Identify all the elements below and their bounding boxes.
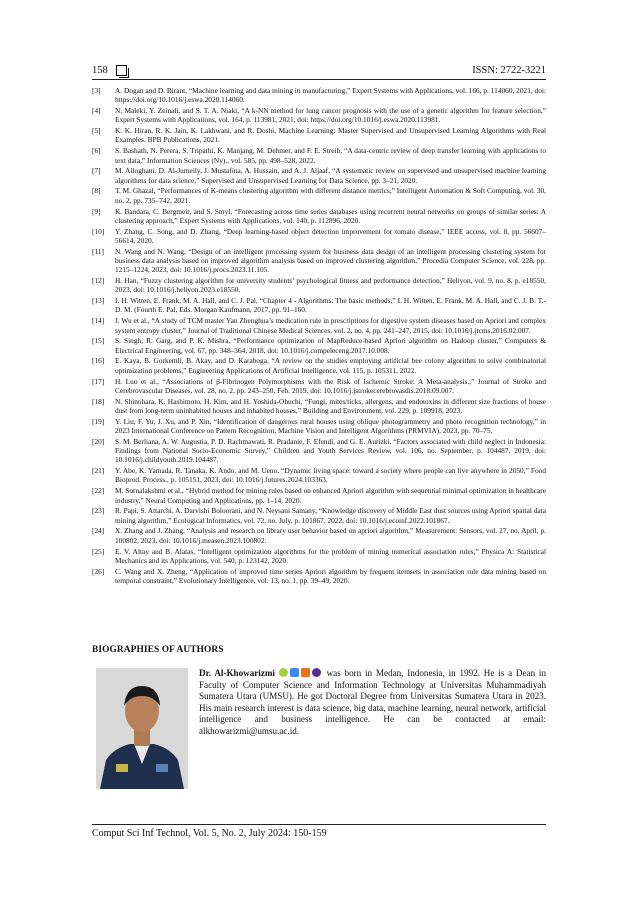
reference-item: [92, 506, 546, 525]
reference-text: N. Wang and N. Wang, “Design of an intelligent processing system for business data design of an intelligent processing clustering system for business data analysis based on improved algorithm analysis based on improved clustering algorithm,” Procedia Computer Science, vol. 228, pp. 1215–1224, 2023, doi: 10.1016/j.procs.2023.11.105.: [115, 246, 546, 275]
journal-box-icon: [116, 65, 127, 76]
reference-text: K. K. Hiran, R. K. Jain, K. Lakhwani, and R. Doshi, Machine Learning: Master Supervised and Unsupervised Learning Algorithms with Real Examples. BPB Publications, 2021.: [115, 126, 546, 145]
reference-text: H. Luo et al., “Associations of β-Fibrinogen Polymorphisms with the Risk of Ischemic Stroke: A Meta-analysis.,” Journal of Stroke and Cerebrovascular Diseases, vol. 28, no. 2, pp. 243–250, Feb. 2019, doi: 10.1016/j.jstrokecerebrovasdis.2018.09.007.: [115, 376, 546, 395]
reference-item: [92, 106, 546, 125]
reference-text: N. Maleki, Y. Zeinali, and S. T. A. Niaki, “A k-NN method for lung cancer prognosis with the use of a genetic algorithm for feature selection,” Expert Systems with Applications, vol. 164, p. 113981, 2021, doi: https://doi.org/10.1016/j.eswa.2020.113981.: [115, 106, 546, 125]
reference-item: [92, 437, 546, 465]
reference-text: Y. Abe, K. Yamada, R. Tanaka, K. Ando, and M. Ueno, “Dynamic living space: toward a society where people can live anywhere in 2050,” Food Bioprod. Process., p. 105151, 2023, doi: 10.1016/j.futures.2024.103363.: [115, 466, 546, 485]
reference-text: E. Kaya, B. Gorkemli, B. Akay, and D. Karaboga, “A review on the studies employing artificial bee colony algorithm to solve combinatorial optimization problems,” Engineering Applications of Artificial Intelligence, vol. 115, p. 105311, 2022.: [115, 356, 546, 375]
issn: ISSN: 2722-3221: [472, 65, 546, 76]
reference-text: S. Bashath, N. Perera, S. Tripathi, K. Manjang, M. Dehmer, and F. E. Streib, “A data-centric review of deep transfer learning with applications to text data,” Information Sciences (Ny)., vol. 585, pp. 498–528, 2022.: [115, 146, 546, 165]
reference-number: [5]: [92, 126, 101, 136]
reference-text: R. Papi, S. Attarchi, A. Darvishi Boloorani, and N. Neysani Samany, “Knowledge discovery of Middle East dust sources using Apriori spatial data mining algorithm,” Ecological Informatics, vol. 72, no. July, p. 101867, 2022, doi: 10.1016/j.ecoinf.2022.101867.: [115, 506, 546, 525]
reference-number: [16]: [92, 356, 105, 366]
reference-number: [20]: [92, 436, 105, 446]
reference-text: T. M. Ghazal, “Performances of K-means clustering algorithm with different distance metrics,” Intelligent Automation & Soft Computing, vol. 30, no. 2, pp. 735–742, 2021.: [115, 186, 546, 205]
reference-item: [92, 547, 546, 566]
reference-item: [92, 397, 546, 416]
reference-number: [18]: [92, 396, 105, 406]
reference-item: [92, 336, 546, 355]
reference-item: [92, 466, 546, 485]
reference-number: [24]: [92, 526, 105, 536]
reference-item: [92, 567, 546, 586]
reference-item: [92, 86, 546, 105]
footer-citation: Comput Sci Inf Technol, Vol. 5, No. 2, July 2024: 150-159: [92, 828, 327, 839]
reference-item: [92, 146, 546, 165]
page-footer: [92, 824, 546, 839]
reference-item: [92, 207, 546, 226]
reference-text: Y. Liu, F. Yu, J. Xu, and P. Xin, “Identification of dangerous rural houses using oblique photogrammetry and photo recognition technology,” in 2023 International Conference on Pattern Recognition, Machine Vision and Intelligent Algorithms (PRMVIA), 2023, pp. 70–75.: [115, 416, 546, 435]
reference-number: [7]: [92, 166, 101, 176]
google-scholar-icon[interactable]: [290, 668, 299, 677]
reference-text: J. Wu et al., “A study of TCM master Yan Zhenghua’s medication rule in prescriptions for digestive system diseases based on Apriori and complex system entropy cluster,” Journal of Traditional Chinese Medical Sciences, vol. 2, no. 4, pp. 241–247, 2015, doi: 10.1016/j.jtcms.2016.02.007.: [115, 316, 546, 335]
reference-number: [15]: [92, 336, 105, 346]
reference-item: [92, 276, 546, 295]
author-portrait-icon: [96, 668, 188, 789]
reference-text: C. Wang and X. Zheng, “Application of improved time series Apriori algorithm by frequent itemsets in association rule data mining based on temporal constraint,” Evolutionary Intelligence, vol. 13, no. 1, pp. 39–49, 2020.: [115, 566, 546, 585]
reference-item: [92, 247, 546, 275]
reference-number: [25]: [92, 546, 105, 556]
author-bio-text: was born in Medan, Indonesia, in 1992. He is a Dean in Faculty of Computer Science and Information Technology at Universitas Muhammadiyah Sumatera Utara (UMSU). He got Doctoral Degree from Universitas Sumatera Utara in 2023. His main research interest is data science, big data, machine learning, neural network, artificial intelligence and business intelligence. He can be contacted at email: alkhowarizmi@umsu.ac.id.: [199, 668, 546, 736]
reference-item: [92, 486, 546, 505]
reference-number: [17]: [92, 376, 105, 386]
author-bio: [199, 668, 546, 738]
reference-text: Y. Zhang, C. Song, and D. Zhang, “Deep learning-based object detection improvement for tomato disease,” IEEE access, vol. 8, pp. 56607–56614, 2020.: [115, 226, 546, 245]
reference-number: [22]: [92, 486, 105, 496]
reference-text: N. Shinohara, K. Hashimoto, H. Kim, and H. Yoshida-Ohuchi, “Fungi, mites/ticks, allergens, and endotoxins in different size fractions of house dust from long-term uninhabited houses and inhabited houses,” Building and Environment, vol. 229, p. 109918, 2023.: [115, 396, 546, 415]
header-left: [92, 65, 127, 76]
reference-item: [92, 166, 546, 185]
orcid-icon[interactable]: [279, 668, 288, 677]
page-number: 158: [92, 65, 108, 76]
reference-text: X. Zhang and J. Zhang, “Analysis and research on library user behavior based on apriori algorithm,” Measurement: Sensors, vol. 27, no. April, p. 100802, 2023, doi: 10.1016/j.measen.2023.100802.: [115, 526, 546, 545]
reference-number: [26]: [92, 566, 105, 576]
author-photo: [96, 668, 188, 789]
reference-number: [11]: [92, 246, 104, 256]
reference-number: [12]: [92, 276, 105, 286]
reference-number: [21]: [92, 466, 105, 476]
reference-number: [23]: [92, 506, 105, 516]
reference-text: H. Han, “Fuzzy clustering algorithm for university students’ psychological fitness and performance detection,” Heliyon, vol. 9, no. 8, p. e18550, 2023, doi: 10.1016/j.heliyon.2023.e18550.: [115, 276, 546, 295]
reference-item: [92, 227, 546, 246]
reference-text: S. Singh, R. Garg, and P. K. Mishra, “Performance optimization of MapReduce-based Apriori algorithm on Hadoop cluster,” Computers & Electrical Engineering, vol. 67, pp. 348–364, 2018, doi: 10.1016/j.compeleceng.2017.10.008.: [115, 336, 546, 355]
reference-number: [4]: [92, 106, 101, 116]
reference-item: [92, 186, 546, 205]
reference-item: [92, 316, 546, 335]
reference-text: K. Bandara, C. Bergmeir, and S. Smyl, “Forecasting across time series databases using recurrent neural networks on groups of similar series: A clustering approach,” Expert Systems with Applications, vol. 140, p. 112896, 2020.: [115, 206, 546, 225]
reference-number: [10]: [92, 226, 105, 236]
reference-item: [92, 377, 546, 396]
page-header: [92, 58, 546, 80]
reference-item: [92, 126, 546, 145]
reference-number: [3]: [92, 86, 101, 95]
reference-number: [8]: [92, 186, 101, 196]
reference-text: E. V. Altay and B. Alatas, “Intelligent optimization algorithms for the problem of mining numerical association rules,” Physica A: Statistical Mechanics and its Applications, vol. 540, p. 123142, 2020.: [115, 546, 546, 565]
reference-item: [92, 296, 546, 315]
reference-text: M. Sornalakshmi et al., “Hybrid method for mining rules based on enhanced Apriori algorithm with sequential minimal optimization in healthcare industry,” Neural Computing and Applications, pp. 1–14, 2020.: [115, 486, 546, 505]
reference-item: [92, 526, 546, 545]
reference-number: [9]: [92, 206, 101, 216]
web-of-science-icon[interactable]: [312, 668, 321, 677]
reference-number: [19]: [92, 416, 105, 426]
biographies-heading: BIOGRAPHIES OF AUTHORS: [92, 645, 224, 655]
scopus-icon[interactable]: [301, 668, 310, 677]
reference-text: I. H. Witten, E. Frank, M. A. Hall, and C. J. Pal, “Chapter 4 - Algorithms: The basic methods,” I. H. Witten, E. Frank, M. A. Hall, and C. J. B. T.-D. M. (Fourth E. Pal, Eds. Morgan Kaufmann, 2017, pp. 91–160.: [115, 296, 546, 315]
reference-list: [92, 86, 546, 587]
reference-number: [14]: [92, 316, 105, 326]
reference-number: [6]: [92, 146, 101, 156]
reference-text: A. Dogan and D. Birant, “Machine learning and data mining in manufacturing,” Expert Systems with Applications, vol. 166, p. 114060, 2021, doi: https://doi.org/10.1016/j.eswa.2020.114060.: [115, 86, 546, 105]
reference-text: S. M. Berliana, A. W. Augustia, P. D. Rachmawati, R. Pradanie, F. Efendi, and G. E. Aurizki, “Factors associated with child neglect in Indonesia: Findings from National Socio-Economic Survey,” Children and Youth Services Review, vol. 106, no. September, p. 104487, 2019, doi: 10.1016/j.childyouth.2019.104487.: [115, 436, 546, 465]
author-name: Dr. Al-Khowarizmi: [199, 668, 275, 678]
reference-number: [13]: [92, 296, 105, 306]
reference-item: [92, 417, 546, 436]
reference-text: M. Alloghani, D. Al-Jumeily, J. Mustafina, A. Hussain, and A. J. Aljaaf, “A systematic review on supervised and unsupervised machine learning algorithms for data science,” Supervised and Unsupervised Learning for Data Science, pp. 3–21, 2020.: [115, 166, 546, 185]
reference-item: [92, 356, 546, 375]
